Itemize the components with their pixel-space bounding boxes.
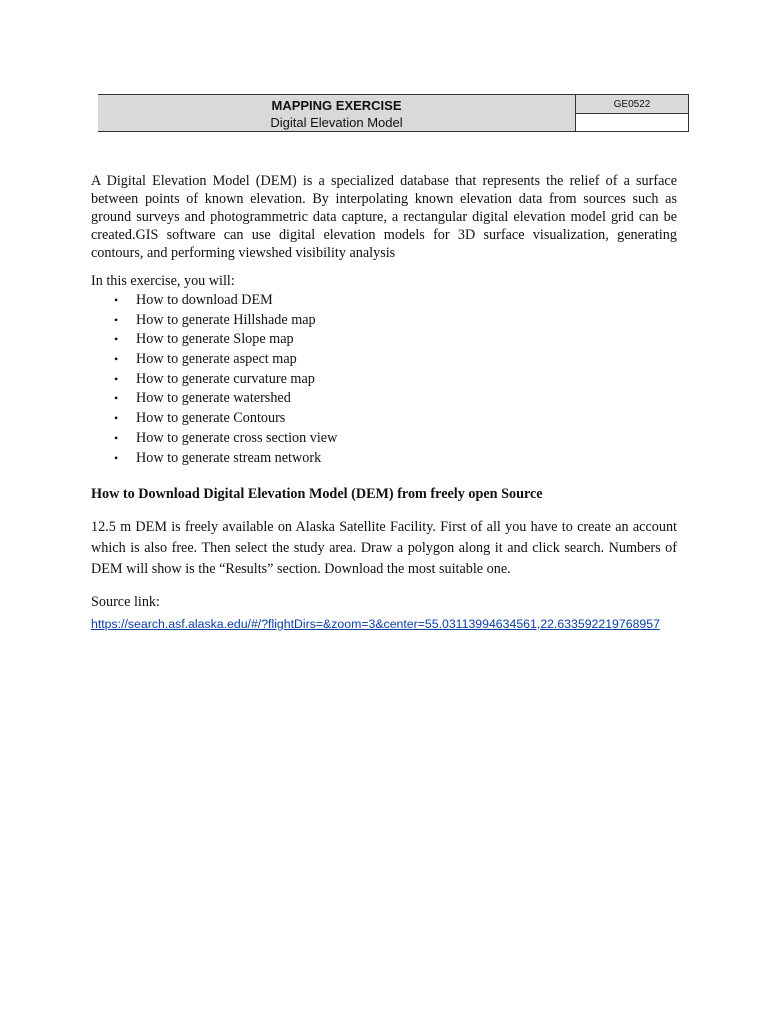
course-code: GE0522 — [576, 95, 688, 114]
download-paragraph: 12.5 m DEM is freely available on Alaska Satellite Facility. First of all you have to create an account which is also free. Then select the study area. Draw a polygon along it and click search. Numbers of DEM will show is the “Results” section. Download the most suitable one. — [91, 519, 677, 577]
list-item: • How to download DEM — [91, 291, 337, 311]
list-item: • How to generate stream network — [91, 449, 337, 469]
list-item: • How to generate aspect map — [91, 350, 337, 370]
bullet-icon: • — [114, 391, 119, 406]
bullet-icon: • — [114, 312, 119, 327]
header-code-cell — [575, 94, 689, 132]
list-item: • How to generate curvature map — [91, 370, 337, 390]
exercise-lead: In this exercise, you will: — [91, 273, 235, 289]
document-subtitle: Digital Elevation Model — [270, 115, 403, 130]
header-empty-cell — [576, 114, 688, 131]
source-label: Source link: — [91, 594, 160, 610]
bullet-icon: • — [114, 293, 119, 307]
bullet-icon: • — [114, 450, 119, 465]
exercise-list — [91, 291, 337, 468]
list-item: • How to generate watershed — [91, 389, 337, 409]
bullet-icon: • — [114, 411, 119, 426]
header-title-cell — [98, 94, 575, 132]
list-item: • How to generate Hillshade map — [91, 311, 337, 331]
bullet-icon: • — [114, 352, 119, 367]
list-item: • How to generate Slope map — [91, 330, 337, 350]
bullet-icon: • — [114, 371, 119, 386]
intro-paragraph: A Digital Elevation Model (DEM) is a specialized database that represents the relief of a surface between points of known elevation. By interpolating known elevation data from sources such as ground surveys and photogrammetric data capture, a rectangular digital elevation model grid can be created.GIS software can use digital elevation models for 3D surface visualization, generating contours, and performing viewshed visibility analysis — [91, 173, 677, 261]
document-title: MAPPING EXERCISE — [271, 98, 402, 113]
list-item: • How to generate cross section view — [91, 429, 337, 449]
section-heading: How to Download Digital Elevation Model (DEM) from freely open Source — [91, 486, 543, 502]
list-item: • How to generate Contours — [91, 409, 337, 429]
bullet-icon: • — [114, 332, 119, 347]
source-link[interactable]: https://search.asf.alaska.edu/#/?flightDirs=&zoom=3&center=55.03113994634561,22.633592219768957 — [91, 617, 660, 631]
bullet-icon: • — [114, 430, 119, 445]
